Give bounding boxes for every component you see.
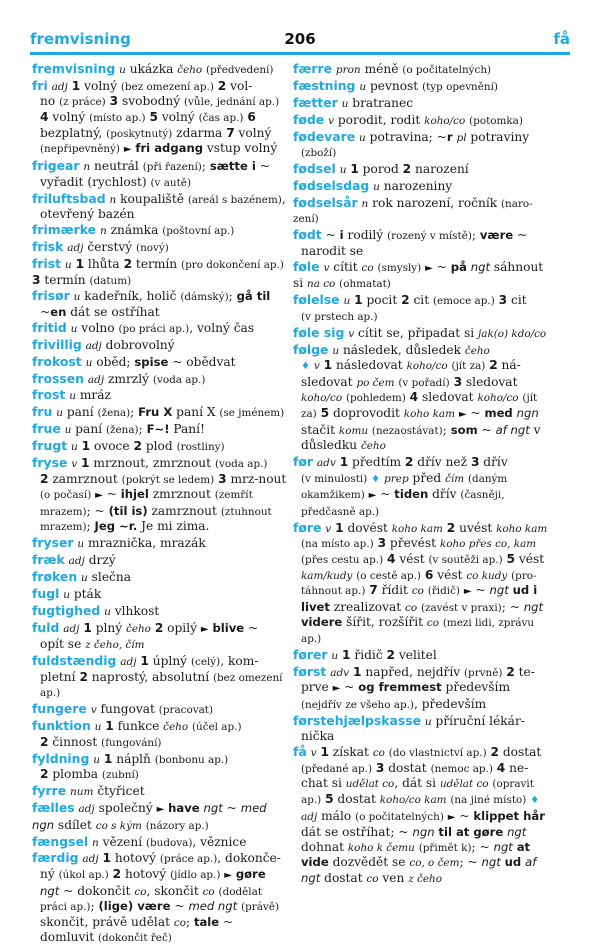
dictionary-entry: frossen adj zmrzlý (voda ap.) [32,370,206,386]
dictionary-entry: fræk adj drzý [32,552,116,568]
dictionary-entry: frivillig adj dobrovolný [32,336,175,352]
dictionary-entry: fru u paní (žena); Fru X paní X (se jménem) [32,404,285,420]
dictionary-entry: føde v porodit, rodit koho/co (potomka) [293,111,523,127]
dictionary-entry: føle sig v cítit se, připadat si jak(o) kdo/co [293,324,547,340]
dictionary-entry: frost u mráz [32,387,111,403]
header-rule [30,52,570,55]
dictionary-entry: fuldstændig adj 1 úplný (celý), kom- pletní 2 naprostý, absolutní (bez omezení ap.) [32,653,283,700]
dictionary-entry: frugt u 1 ovoce 2 plod (rostliny) [32,438,225,454]
running-head-first: fremvisning [30,30,131,48]
dictionary-entry: fritid u volno (po práci ap.), volný čas [32,319,255,335]
dictionary-entry: fødevare u potravina; ~r pl potraviny (zboží) [293,128,530,160]
dictionary-entry: funktion u 1 funkce čeho (účel ap.) 2 činnost (fungování) [32,718,242,749]
dictionary-entry: frue u paní (žena); F~! Paní! [32,421,205,437]
dictionary-entry: frigear n neutrál (při řazení); sætte i ~ vyřadit (rychlost) (v autě) [32,158,270,189]
dictionary-entry: fryser u mraznička, mrazák [32,535,206,551]
dictionary-entry: fuld adj 1 plný čeho 2 opilý ► blive ~ opít se z čeho, čím [32,619,259,652]
dictionary-entry: fælles adj společný ► have ngt ~ med ngn sdílet co s kým (názory ap.) [32,800,267,832]
page-header [30,30,570,52]
dictionary-entry: fødsel u 1 porod 2 narození [293,161,469,177]
dictionary-entry: friluftsbad n koupaliště (areál s bazénem), otevřený bazén [32,190,286,222]
dictionary-entry: først adv 1 napřed, nejdřív (prvně) 2 te- prve ► ~ og fremmest především (nejdřív ze všeho ap.), především [293,663,535,711]
dictionary-entry: fryse v 1 mrznout, zmrznout (voda ap.) 2 zamrznout (pokrýt se ledem) 3 mrz-nout (o počasí) ► ~ ihjel zmrznout (zemřít mrazem); ~ (til is) zamrznout (ztuhnout mrazem); Jeg ~r. Je mi zima. [32,455,287,534]
dictionary-entry: frokost u oběd; spise ~ obědvat [32,353,236,369]
dictionary-entry: fætter u bratranec [293,94,414,110]
dictionary-entry: få v 1 získat co (do vlastnictví ap.) 2 dostat (předané ap.) 3 dostat (nemoc ap.) 4 ne-chat si udělat co, dát si udělat co (opravit ap.) 5 dostat koho/co kam (na jiné místo) ♦ adj málo (o počitatelných) ► ~ klippet hår dát se ostříhat; ~ ngn til at gøre ngt dohnat koho k čemu (přimět k); ~ ngt at vide dozvědět se co, o čem; ~ ngt ud af ngt dostat co ven z čeho [293,744,545,886]
dictionary-entry: fremvisning u ukázka čeho (předvedení) [32,61,274,76]
running-head-last: få [553,30,570,48]
dictionary-entry: fugl u pták [32,585,102,601]
dictionary-entry: frimærke n známka (poštovní ap.) [32,222,235,238]
dictionary-entry: frisk adj čerstvý (nový) [32,239,169,255]
dictionary-entry: færre pron méně (o počitatelných) [293,61,492,76]
dictionary-entry: frisør u kadeřník, holič (dámský); gå til ~en dát se ostříhat [32,288,271,319]
dictionary-entry: føle v cítit co (smysly) ► ~ på ngt sáhnout si na co (ohmatat) [293,258,544,291]
dictionary-entry: føre v 1 dovést koho kam 2 uvést koho kam (na místo ap.) 3 převést koho přes co, kam (přes cestu ap.) 4 vést (v soutěži ap.) 5 vést kam/kudy (o cestě ap.) 6 vést co kudy (pro-táhnout ap.) 7 řídit co (řidič) ► ~ ngt ud i livet zrealizovat co (zavést v praxi); ~ ngt videre šířit, rozšířit co (mezi lidi, zprávu ap.) [293,519,548,645]
left-column [32,62,288,947]
dictionary-entry: fører u 1 řidič 2 velitel [293,646,437,662]
dictionary-entry: født ~ i rodilý (rozený v místě); være ~ narodit se [293,227,528,258]
right-column [293,62,549,888]
dictionary-entry: frist u 1 lhůta 2 termín (pro dokončení ap.) 3 termín (datum) [32,255,284,287]
dictionary-entry: fødselsdag u narozeniny [293,177,453,193]
dictionary-entry: frøken u slečna [32,569,131,585]
dictionary-entry: fødselsår n rok narození, ročník (naro-zení) [293,194,533,226]
dictionary-entry: følge u následek, důsledek čeho ♦ v 1 následovat koho/co (jít za) 2 ná-sledovat po čem (v pořadí) 3 sledovat koho/co (pohledem) 4 sledovat koho/co (jít za) 5 doprovodit koho kam ► ~ med ngn stačit komu (nezaostávat); som ~ af ngt v důsledku čeho [293,341,541,453]
dictionary-entry: fyrre num čtyřicet [32,783,145,799]
dictionary-entry: førstehjælpskasse u příruční lékár- nička [293,712,525,744]
dictionary-entry: følelse u 1 pocit 2 cit (emoce ap.) 3 cit (v prstech ap.) [293,292,527,323]
dictionary-entry: færdig adj 1 hotový (práce ap.), dokonče- ný (úkol ap.) 2 hotový (jídlo ap.) ► gøre ngt ~ dokončit co, skončit co (dodělat práci ap.); (lige) være ~ med ngt (právě) skončit, právě udělat co; tale ~ domluvit (dokončit řeč) [32,850,281,945]
dictionary-entry: fri adj 1 volný (bez omezení ap.) 2 vol- no (z práce) 3 svobodný (vůle, jednání ap.) 4 volný (místo ap.) 5 volný (čas ap.) 6 bezplatný, (poskytnutý) zdarma 7 volný (nepřipevněný) ► fri adgang vstup volný [32,77,280,156]
dictionary-entry: fængsel n vězení (budova), věznice [32,833,247,849]
dictionary-entry: før adv 1 předtím 2 dřív než 3 dřív (v minulosti) ♦ prep před čím (daným okamžikem) ► ~ tiden dřív (časněji, předčasně ap.) [293,454,508,518]
page-number: 206 [284,30,316,48]
dictionary-entry: fugtighed u vlhkost [32,602,160,618]
dictionary-entry: fæstning u pevnost (typ opevnění) [293,77,498,93]
dictionary-entry: fungere v fungovat (pracovat) [32,701,214,717]
dictionary-entry: fyldning u 1 náplň (bonbonu ap.) 2 plomba (zubní) [32,750,229,782]
